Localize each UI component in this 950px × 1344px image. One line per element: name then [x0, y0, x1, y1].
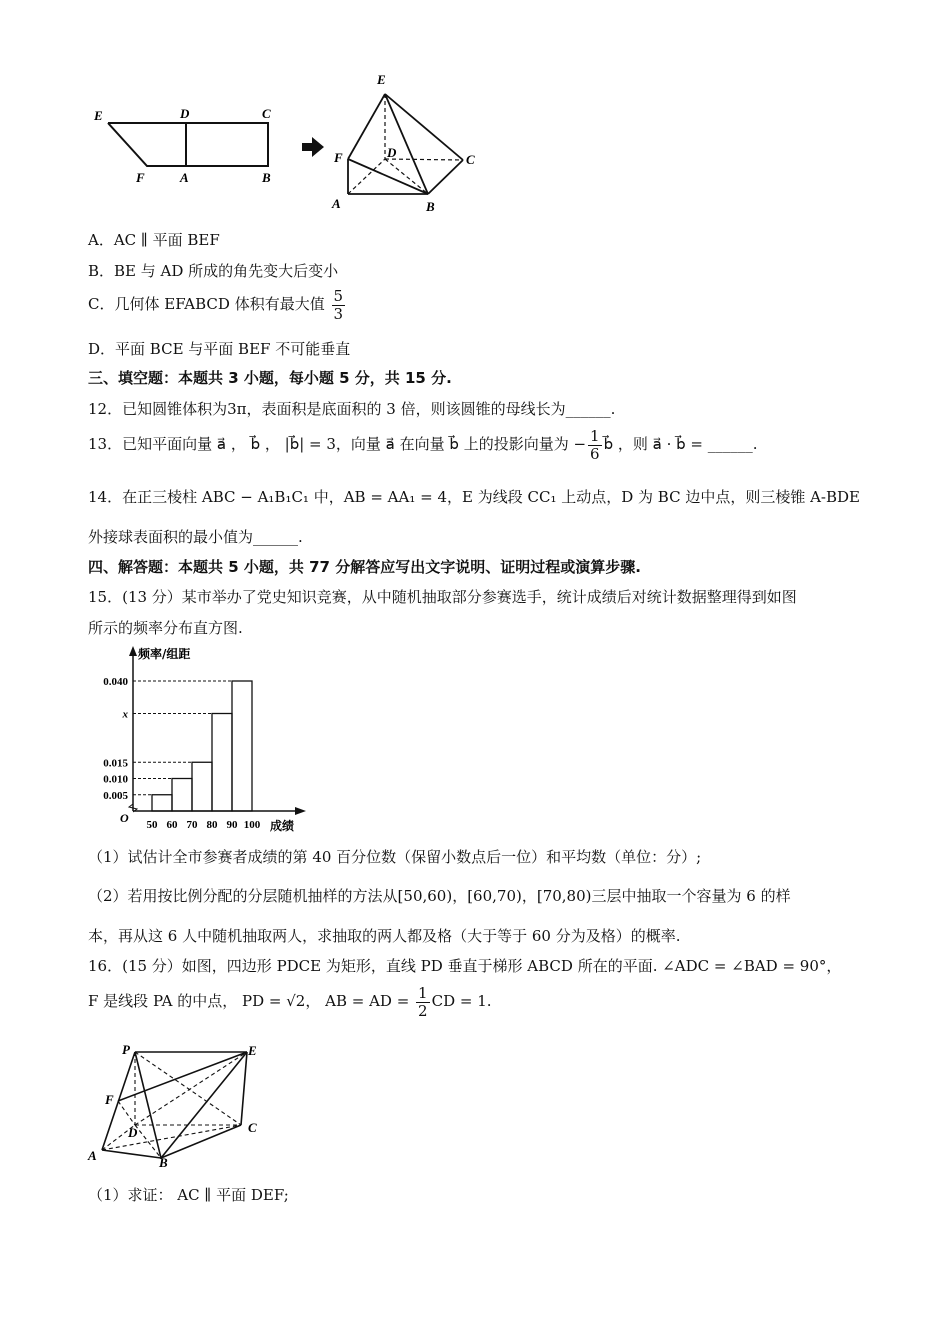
y-axis-label: 频率/组距 — [138, 647, 191, 661]
fig16-label-E: E — [248, 1043, 257, 1058]
fold-figure — [80, 66, 500, 216]
flat-label-E: E — [94, 108, 103, 123]
q11-option-c — [88, 288, 347, 322]
origin-label: O — [120, 811, 129, 825]
fig16-label-D: D — [128, 1125, 138, 1140]
fraction-num: 1 — [418, 984, 428, 1002]
solid-label-A: A — [332, 196, 341, 211]
q16-line2-part1: F 是线段 PA 的中点， PD = √2， AB = AD = — [88, 992, 415, 1010]
solid-label-E: E — [377, 72, 386, 87]
q11-option-a: A．AC ∥ 平面 BEF — [88, 231, 220, 249]
solid-label-D: D — [387, 145, 397, 160]
fraction-num: 1 — [590, 427, 600, 445]
y-tick-label: x — [122, 708, 128, 721]
fraction-num: 5 — [333, 287, 344, 305]
solid-label-B: B — [426, 199, 435, 214]
fig16-label-P: P — [122, 1042, 130, 1057]
x-tick-label: 70 — [186, 819, 198, 831]
histogram-bar — [192, 762, 212, 811]
q11-option-b: B．BE 与 AD 所成的角先变大后变小 — [88, 262, 339, 280]
q14-line1: 14．在正三棱柱 ABC − A₁B₁C₁ 中，AB = AA₁ = 4，E 为线段 CC₁ 上动点，D 为 BC 边中点，则三棱锥 A-BDE — [88, 488, 860, 506]
q16-sub1: （1）求证： AC ∥ 平面 DEF; — [88, 1186, 289, 1204]
fraction-five-thirds — [332, 288, 346, 322]
solid-label-C: C — [466, 152, 475, 167]
solid-label-F: F — [334, 150, 343, 165]
q14-line2: 外接球表面积的最小值为______. — [88, 528, 303, 546]
flat-label-B: B — [262, 170, 271, 185]
y-tick-label: 0.015 — [103, 757, 128, 770]
histogram-bar — [172, 779, 192, 812]
fig16-label-C: C — [248, 1120, 257, 1135]
histogram-bar — [212, 714, 232, 812]
histogram-bar — [232, 681, 252, 811]
x-tick-label: 50 — [146, 819, 158, 831]
q11-option-c-text: C．几何体 EFABCD 体积有最大值 — [88, 295, 325, 313]
flat-label-A: A — [180, 170, 189, 185]
q12-text: 12．已知圆锥体积为3π，表面积是底面积的 3 倍，则该圆锥的母线长为______. — [88, 400, 616, 418]
x-axis-label: 成绩 — [270, 819, 295, 833]
q16-figure — [80, 1038, 280, 1168]
frequency-histogram — [90, 644, 320, 836]
fraction-den: 6 — [590, 444, 600, 463]
q15-sub2-line1: （2）若用按比例分配的分层随机抽样的方法从[50,60)，[60,70)，[70,80)三层中抽取一个容量为 6 的样 — [88, 887, 791, 905]
x-tick-label: 60 — [166, 819, 178, 831]
q13-part1: 13．已知平面向量 a⃗ ， b⃗ ， |b⃗| = 3，向量 a⃗ 在向量 b⃗ 上的投影向量为 − — [88, 435, 587, 453]
fraction-den: 3 — [333, 304, 344, 323]
flat-label-F: F — [136, 170, 145, 185]
fig16-label-F: F — [105, 1092, 114, 1107]
section3-heading: 三、填空题：本题共 3 小题，每小题 5 分，共 15 分. — [88, 369, 452, 387]
fraction-one-sixth — [588, 428, 602, 462]
q16-line1: 16．(15 分）如图，四边形 PDCE 为矩形，直线 PD 垂直于梯形 ABCD 所在的平面. ∠ADC = ∠BAD = 90°， — [88, 957, 842, 975]
q16-line2 — [88, 985, 492, 1019]
x-tick-label: 100 — [243, 819, 261, 831]
q15-sub2-line2: 本，再从这 6 人中随机抽取两人，求抽取的两人都及格（大于等于 60 分为及格）的概率. — [88, 927, 681, 945]
q15-line1: 15．(13 分）某市举办了党史知识竞赛，从中随机抽取部分参赛选手，统计成绩后对统计数据整理得到如图 — [88, 588, 797, 606]
section4-heading: 四、解答题：本题共 5 小题，共 77 分解答应写出文字说明、证明过程或演算步骤. — [88, 558, 641, 576]
y-tick-label: 0.010 — [103, 773, 128, 786]
fig16-label-B: B — [159, 1155, 168, 1168]
fraction-one-half — [416, 985, 430, 1019]
x-tick-label: 90 — [226, 819, 238, 831]
y-tick-label: 0.005 — [103, 789, 128, 802]
x-tick-label: 80 — [206, 819, 218, 831]
q15-line2: 所示的频率分布直方图. — [88, 619, 243, 637]
x-axis-arrow-icon — [295, 807, 306, 815]
y-tick-label: 0.040 — [103, 676, 128, 688]
y-axis-arrow-icon — [129, 646, 137, 656]
q13-part2: b⃗ ，则 a⃗ · b⃗ = ______. — [603, 435, 758, 453]
fraction-den: 2 — [418, 1001, 428, 1020]
q16-line2-part2: CD = 1. — [431, 992, 492, 1010]
flat-label-C: C — [262, 106, 271, 121]
flat-label-D: D — [180, 106, 190, 121]
fig16-label-A: A — [88, 1148, 97, 1163]
q11-option-d: D．平面 BCE 与平面 BEF 不可能垂直 — [88, 340, 351, 358]
q13-text — [88, 428, 758, 462]
arrow-right-icon — [302, 137, 324, 157]
histogram-bar — [152, 795, 172, 811]
q15-sub1: （1）试估计全市参赛者成绩的第 40 百分位数（保留小数点后一位）和平均数（单位：分）; — [88, 848, 702, 866]
